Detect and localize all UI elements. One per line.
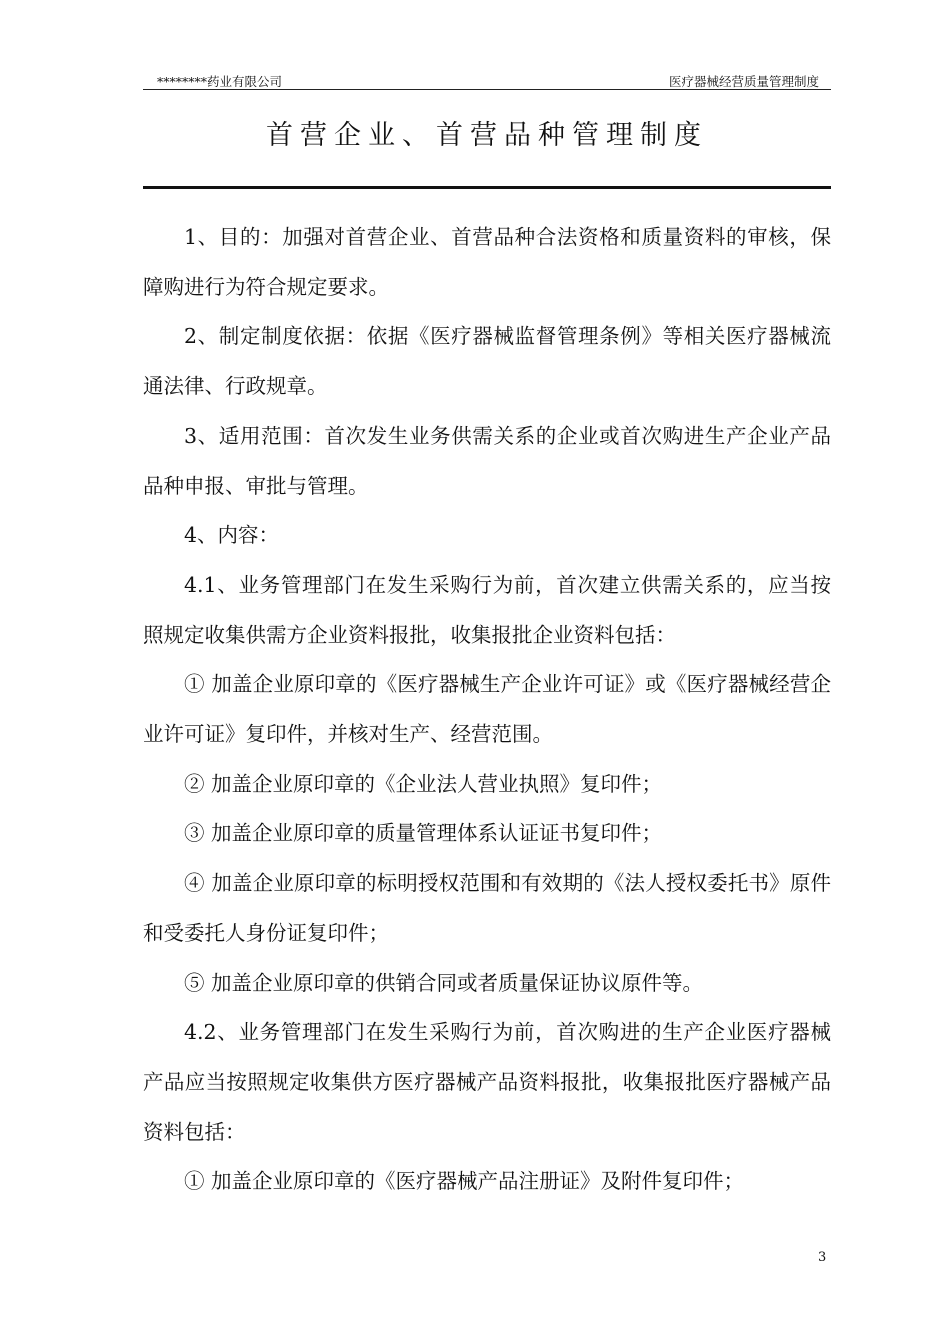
paragraph: 4.2、业务管理部门在发生采购行为前，首次购进的生产企业医疗器械产品应当按照规定收集供方医疗器械产品资料报批，收集报批医疗器械产品资料包括： — [143, 1020, 831, 1144]
list-item: ③ 加盖企业原印章的质量管理体系认证证书复印件； — [184, 821, 663, 846]
paragraph: 2、制定制度依据：依据《医疗器械监督管理条例》等相关医疗器械流通法律、行政规章。 — [143, 324, 831, 399]
title-divider — [143, 186, 831, 189]
document-title: 首营企业、首营品种管理制度 — [266, 120, 708, 151]
paragraph: 4、内容： — [184, 523, 280, 548]
company-name: ********药业有限公司 — [157, 74, 283, 89]
paragraph: 4.1、业务管理部门在发生采购行为前，首次建立供需关系的，应当按照规定收集供需方企业资料报批，收集报批企业资料包括： — [143, 572, 831, 647]
list-item: ⑤ 加盖企业原印章的供销合同或者质量保证协议原件等。 — [184, 970, 704, 995]
paragraph: 1、目的：加强对首营企业、首营品种合法资格和质量资料的审核，保障购进行为符合规定要求。 — [143, 225, 831, 299]
document-name: 医疗器械经营质量管理制度 — [668, 74, 819, 89]
list-item: ② 加盖企业原印章的《企业法人营业执照》复印件； — [184, 771, 663, 796]
document-body — [143, 213, 831, 1207]
page-number: 3 — [818, 1250, 827, 1265]
page-header — [143, 70, 831, 90]
list-item: ① 加盖企业原印章的《医疗器械生产企业许可证》或《医疗器械经营企业许可证》复印件，并核对生产、经营范围。 — [143, 672, 831, 747]
paragraph: 3、适用范围：首次发生业务供需关系的企业或首次购进生产企业产品品种申报、审批与管理。 — [143, 423, 831, 498]
list-item: ④ 加盖企业原印章的标明授权范围和有效期的《法人授权委托书》原件和受委托人身份证复印件； — [143, 871, 831, 945]
list-item: ① 加盖企业原印章的《医疗器械产品注册证》及附件复印件； — [184, 1169, 745, 1194]
